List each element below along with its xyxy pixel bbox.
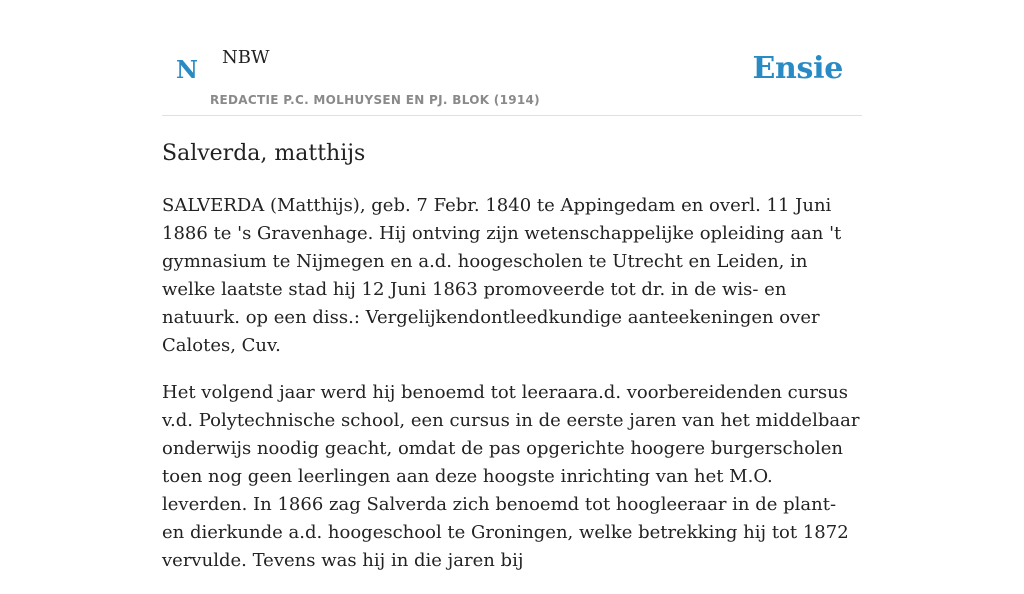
article-paragraph: Het volgend jaar werd hij benoemd tot leeraara.d. voorbereidenden cursus v.d. Polytechnische school, een cursus in de eerste jaren van het middelbaar onderwijs noodig geacht, omdat de pas opgerichte hoogere burgerscholen toen nog geen leerlingen aan deze hoogste inrichting van het M.O. leverden. In 1866 zag Salverda zich benoemd tot hoogleeraar in de plant- en dierkunde a.d. hoogeschool te Groningen, welke betrekking hij tot 1872 vervulde. Tevens was hij in die jaren bij xyxy=(162,382,860,571)
brand-logo[interactable]: Ensie xyxy=(752,51,843,86)
source-editors: REDACTIE P.C. MOLHUYSEN EN PJ. BLOK (1914) xyxy=(210,93,540,107)
source-logo[interactable]: N xyxy=(176,55,198,84)
article-title: Salverda, matthijs xyxy=(162,141,366,166)
article-paragraph: SALVERDA (Matthijs), geb. 7 Febr. 1840 te Appingedam en overl. 11 Juni 1886 te 's Gravenhage. Hij ontving zijn wetenschappelijke opleiding aan 't gymnasium te Nijmegen en a.d. hoogescholen te Utrecht en Leiden, in welke laatste stad hij 12 Juni 1863 promoveerde tot dr. in de wis- en natuurk. op een diss.: Vergelijkendontleedkundige aanteekeningen over Calotes, Cuv. xyxy=(162,195,842,356)
page xyxy=(162,0,862,571)
source-header xyxy=(162,0,862,116)
article-body xyxy=(162,192,862,594)
source-name[interactable]: NBW xyxy=(222,47,270,68)
